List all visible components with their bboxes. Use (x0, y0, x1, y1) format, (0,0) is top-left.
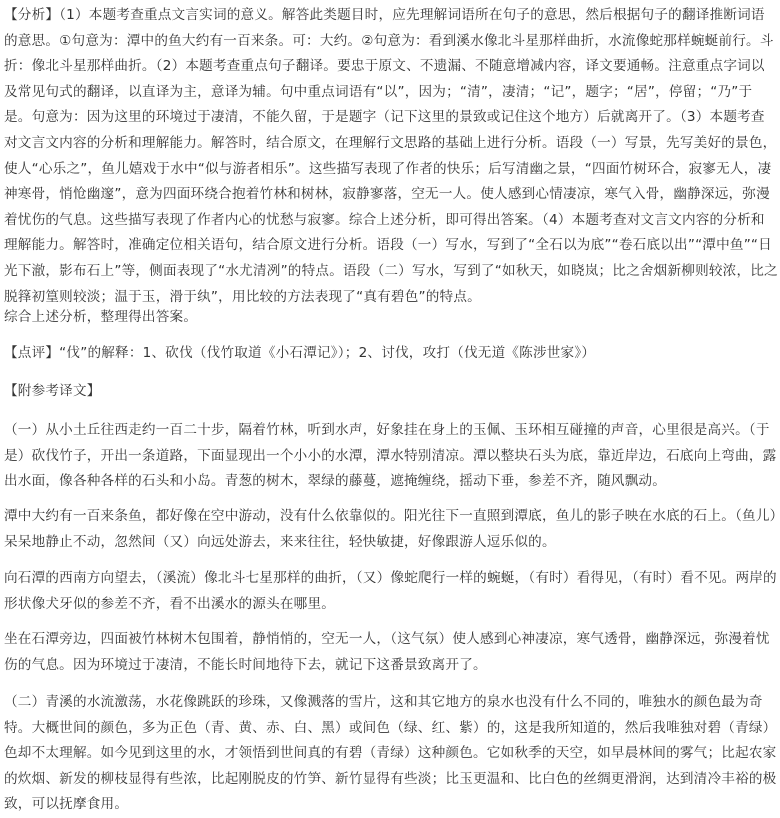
comment-paragraph: 【点评】“伐”的解释：1、砍伐（伐竹取道《小石潭记》）；2、讨伐，攻打（伐无道《陈涉世家》） (4, 345, 596, 361)
translation-paragraph-4: 坐在石潭旁边，四面被竹林树木包围着，静悄悄的，空无一人，（这气氛）使人感到心神凄凉，寒气透骨，幽静深远，弥漫着忧伤的气息。因为环境过于凄清，不能长时间地待下去，就记下这番景致离开了。 (4, 631, 770, 673)
translation-paragraph-2: 潭中大约有一百来条鱼，都好像在空中游动，没有什么依靠似的。阳光往下一直照到潭底，鱼儿的影子映在水底的石上。（鱼儿）呆呆地静止不动，忽然间（又）向远处游去，来来往往，轻快敏捷，好像跟游人逗乐似的。 (4, 508, 777, 550)
reference-heading: 【附参考译文】 (4, 383, 101, 399)
translation-paragraph-3: 向石潭的西南方向望去，（溪流）像北斗七星那样的曲折，（又）像蛇爬行一样的蜿蜒，（有时）看得见，（有时）看不见。两岸的形状像犬牙似的参差不齐，看不出溪水的源头在哪里。 (4, 570, 777, 612)
translation-paragraph-5: （二）青溪的水流激荡，水花像跳跃的珍珠，又像溅落的雪片，这和其它地方的泉水也没有什么不同的，唯独水的颜色最为奇特。大概世间的颜色，多为正色（青、黄、赤、白、黑）或间色（绿、红、紫）的，这是我所知道的，然后我唯独对碧（青绿）色却不太理解。如今见到这里的水，才领悟到世间真的有碧（青绿）这种颜色。它如秋季的天空，如早晨林间的雾气；比起农家的炊烟、新发的柳枝显得有些浓，比起刚脱皮的竹笋、新竹显得有些淡；比玉更温和、比白色的丝绸更滑润，达到清冷丰裕的极致，可以抚摩食用。 (4, 694, 777, 813)
analysis-paragraph: 【分析】（1）本题考查重点文言实词的意义。解答此类题目时，应先理解词语所在句子的意思，然后根据句子的翻译推断词语的意思。①句意为：潭中的鱼大约有一百来条。可：大约。②句意为：看到溪水像北斗星那样曲折，水流像蛇那样蜿蜒前行。斗折：像北斗星那样曲折。（2）本题考查重点句子翻译。要忠于原文、不遗漏、不随意增减内容，译文要通畅。注意重点字词以及常见句式的翻译，以直译为主，意译为辅。句中重点词语有“以”，因为；“清”，凄清；“记”，题字；“居”，停留；“乃”于是。句意为：因为这里的环境过于凄清，不能久留，于是题字（记下这里的景致或记住这个地方）后就离开了。（3）本题考查对文言文内容的分析和理解能力。解答时，结合原文，在理解行文思路的基础上进行分析。语段（一）写景，先写美好的景色，使人“心乐之”，鱼儿嬉戏于水中“似与游者相乐”。这些描写表现了作者的快乐；后写清幽之景，“四面竹树环合，寂寥无人，凄神寒骨，悄怆幽邃”，意为四面环绕合抱着竹林和树林，寂静寥落，空无一人。使人感到心情凄凉，寒气入骨，幽静深远，弥漫着忧伤的气息。这些描写表现了作者内心的忧愁与寂寥。综合上述分析，即可得出答案。（4）本题考查对文言文内容的分析和理解能力。解答时，准确定位相关语句，结合原文进行分析。语段（一）写水，写到了“全石以为底”“卷石底以出”“潭中鱼”“日光下澈，影布石上”等，侧面表现了“水尤清冽”的特点。语段（二）写水，写到了“如秋天，如晓岚；比之舍烟新柳则较浓，比之脱箨初篁则较淡；温于玉，滑于纨”，用比较的方法表现了“真有碧色”的特点。 (4, 7, 778, 305)
translation-paragraph-1: （一）从小土丘往西走约一百二十步，隔着竹林，听到水声，好象挂在身上的玉佩、玉环相互碰撞的声音，心里很是高兴。（于是）砍伐竹子，开出一条道路，下面显现出一个小小的水潭，潭水特别清凉。潭以整块石头为底，靠近岸边，石底向上弯曲，露出水面，像各种各样的石头和小岛。青葱的树木，翠绿的藤蔓，遮掩缠绕，摇动下垂，参差不齐，随风飘动。 (4, 422, 777, 490)
summary-paragraph: 综合上述分析，整理得出答案。 (4, 309, 198, 325)
